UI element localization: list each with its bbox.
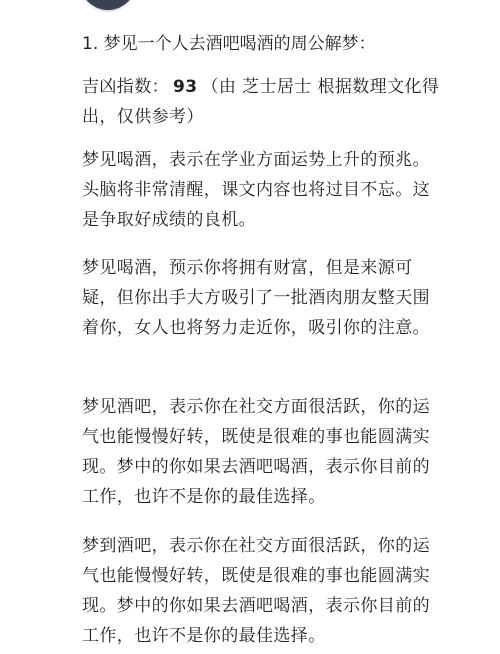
avatar <box>80 0 136 10</box>
luck-index-note: （由 芝士居士 根据数理文化得出，仅供参考） <box>82 77 440 127</box>
paragraph-4: 梦到酒吧，表示你在社交方面很活跃，你的运气也能慢慢好转，既使是很难的事也能圆满实现。梦中的你如果去酒吧喝酒，表示你目前的工作，也许不是你的最佳选择。 <box>82 536 430 646</box>
article-heading: 1. 梦见一个人去酒吧喝酒的周公解梦： <box>82 34 376 54</box>
luck-index-score: 93 <box>173 77 198 97</box>
luck-index-label: 吉凶指数： <box>82 77 169 97</box>
paragraph-2: 梦见喝酒，预示你将拥有财富，但是来源可疑，但你出手大方吸引了一批酒肉朋友整天围着你，女人也将努力走近你，吸引你的注意。 <box>82 258 430 338</box>
luck-index-line <box>82 72 440 132</box>
paragraph-1: 梦见喝酒，表示在学业方面运势上升的预兆。头脑将非常清醒，课文内容也将过目不忘。这是争取好成绩的良机。 <box>82 150 430 230</box>
paragraph-3: 梦见酒吧，表示你在社交方面很活跃，你的运气也能慢慢好转，既使是很难的事也能圆满实现。梦中的你如果去酒吧喝酒，表示你目前的工作，也许不是你的最佳选择。 <box>82 397 430 507</box>
